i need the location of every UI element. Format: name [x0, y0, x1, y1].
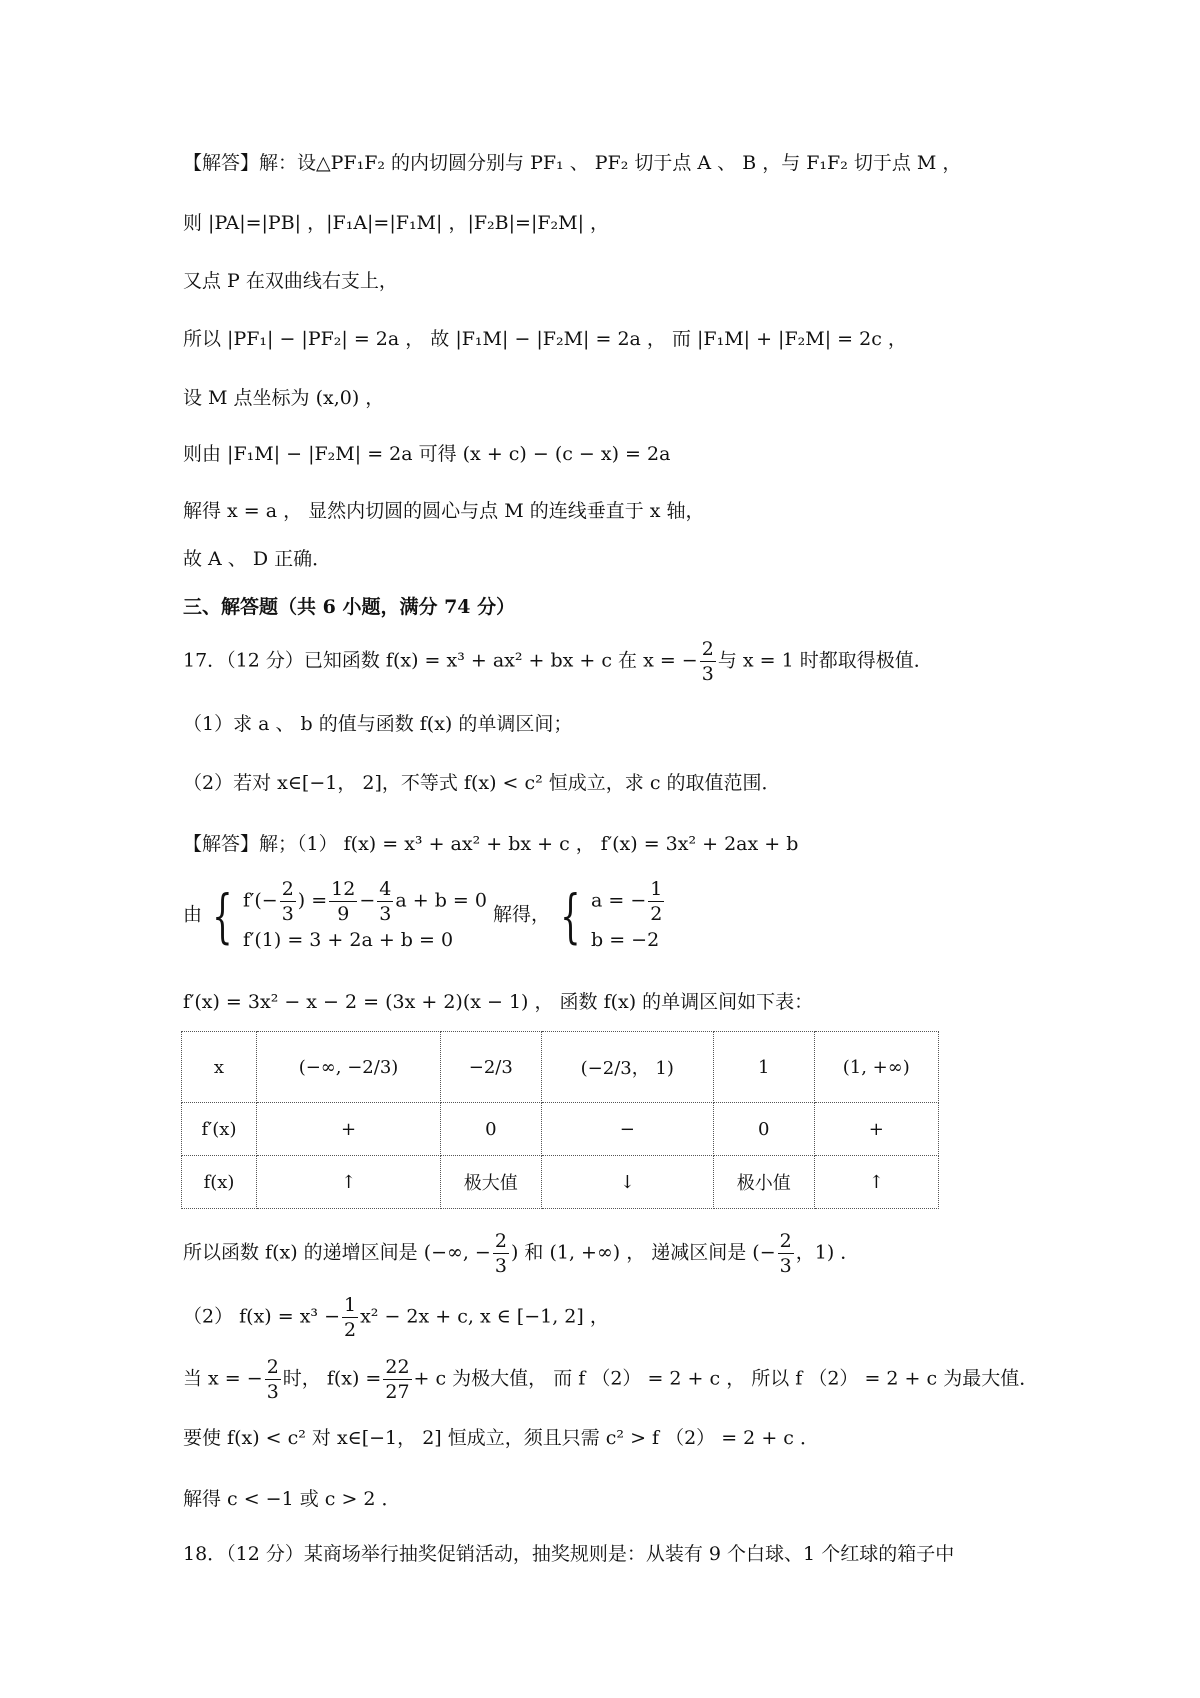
table-row — [182, 1103, 939, 1156]
q17-text-a: 17．（12 分）已知函数 f(x) = x³ + ax² + bx + c 在 x = − — [183, 649, 698, 672]
system-solved-label: 解得， — [493, 903, 551, 926]
table-cell: 1 — [713, 1032, 814, 1103]
table-cell: x — [182, 1032, 257, 1103]
answer-line-2: 则 |PA|=|PB| ，|F₁A|=|F₁M| ，|F₂B|=|F₂M| ， — [183, 212, 610, 234]
answer-line-8: 故 A 、 D 正确． — [183, 548, 332, 570]
table-cell: −2/3 — [441, 1032, 542, 1103]
table-cell: 极小值 — [713, 1156, 814, 1209]
answer-line-6: 则由 |F₁M| − |F₂M| = 2a 可得 (x + c) − (c − x) = 2a — [183, 443, 671, 465]
part-2-function: （2） f(x) = x³ − $\frac{1}{2}$ x² − 2x + c, x ∈ [−1, 2] ， — [183, 1294, 609, 1341]
answer-line-5: 设 M 点坐标为 (x,0) ， — [183, 387, 385, 409]
system-solution — [591, 877, 666, 954]
question-17-stem — [183, 637, 933, 686]
left-brace: { — [212, 881, 233, 950]
table-cell: f′(x) — [182, 1103, 257, 1156]
table-row — [182, 1032, 939, 1103]
solution-b: b = −2 — [591, 929, 660, 951]
system-equations — [243, 877, 487, 954]
table-cell: − — [541, 1103, 713, 1156]
table-cell: ↓ — [541, 1156, 713, 1209]
table-cell: + — [814, 1103, 938, 1156]
q17-text-b: 与 x = 1 时都取得极值． — [717, 649, 933, 672]
condition-line: 要使 f(x) < c² 对 x∈[−1， 2] 恒成立，须且只需 c² > f （2） = 2 + c ． — [183, 1427, 819, 1449]
table-cell: + — [257, 1103, 441, 1156]
table-cell: ↑ — [257, 1156, 441, 1209]
solution-a: a = − $\frac{1}{2}$ — [591, 878, 663, 925]
answer-line-3: 又点 P 在双曲线右支上， — [183, 270, 398, 292]
system-row-1: f′(− $\frac{2}{3}$ ) = $\frac{12}{9}$ − $\frac{4}{3}$ a + b = 0 — [243, 878, 487, 925]
table-cell: (−2/3， 1) — [541, 1032, 713, 1103]
maximum-value-line: 当 x = − $\frac{2}{3}$ 时， f(x) = $\frac{22}{27}$ + c 为极大值， 而 f （2） = 2 + c ， 所以 f （2） = 2 + c 为最大值． — [183, 1356, 1039, 1403]
table-cell: ↑ — [814, 1156, 938, 1209]
question-17-part-1: （1）求 a 、 b 的值与函数 f(x) 的单调区间； — [183, 713, 573, 735]
table-cell: (−∞, −2/3) — [257, 1032, 441, 1103]
table-cell: 极大值 — [441, 1156, 542, 1209]
table-cell: 0 — [441, 1103, 542, 1156]
monotonicity-table — [181, 1031, 939, 1209]
answer-line-4: 所以 |PF₁| − |PF₂| = 2a ， 故 |F₁M| − |F₂M| = 2a ， 而 |F₁M| + |F₂M| = 2c ， — [183, 328, 907, 350]
system-row-2: f′(1) = 3 + 2a + b = 0 — [243, 929, 454, 951]
fraction-two-thirds: $\frac{2}{3}$ — [701, 638, 714, 685]
table-cell: 0 — [713, 1103, 814, 1156]
right-brace: { — [560, 881, 581, 950]
equation-system — [183, 877, 666, 954]
section-heading: 三、解答题（共 6 小题，满分 74 分） — [183, 596, 516, 618]
derivative-line: f′(x) = 3x² − x − 2 = (3x + 2)(x − 1) ， 函数 f(x) 的单调区间如下表： — [183, 991, 814, 1013]
solution-line: 解得 c < −1 或 c > 2 ． — [183, 1488, 401, 1510]
table-row — [182, 1156, 939, 1209]
answer-17-line-1: 【解答】解；（1） f(x) = x³ + ax² + bx + c ， f′(x) = 3x² + 2ax + b — [183, 833, 799, 855]
question-17-part-2: （2）若对 x∈[−1， 2]，不等式 f(x) < c² 恒成立，求 c 的取值范围． — [183, 772, 781, 794]
answer-line-7: 解得 x = a ， 显然内切圆的圆心与点 M 的连线垂直于 x 轴， — [183, 500, 705, 522]
answer-line-1: 【解答】解：设△PF₁F₂ 的内切圆分别与 PF₁ 、 PF₂ 切于点 A 、 B ，与 F₁F₂ 切于点 M ， — [183, 152, 962, 174]
table-cell: f(x) — [182, 1156, 257, 1209]
table-cell: (1, +∞) — [814, 1032, 938, 1103]
question-18-stem: 18．（12 分）某商场举行抽奖促销活动，抽奖规则是：从装有 9 个白球、1 个红球的箱子中 — [183, 1543, 955, 1565]
increasing-intervals: 所以函数 f(x) 的递增区间是 (−∞, − $\frac{2}{3}$ ) 和 (1, +∞) ， 递减区间是 (− $\frac{2}{3}$ ，1) ． — [183, 1230, 860, 1277]
system-prefix: 由 — [183, 903, 203, 926]
